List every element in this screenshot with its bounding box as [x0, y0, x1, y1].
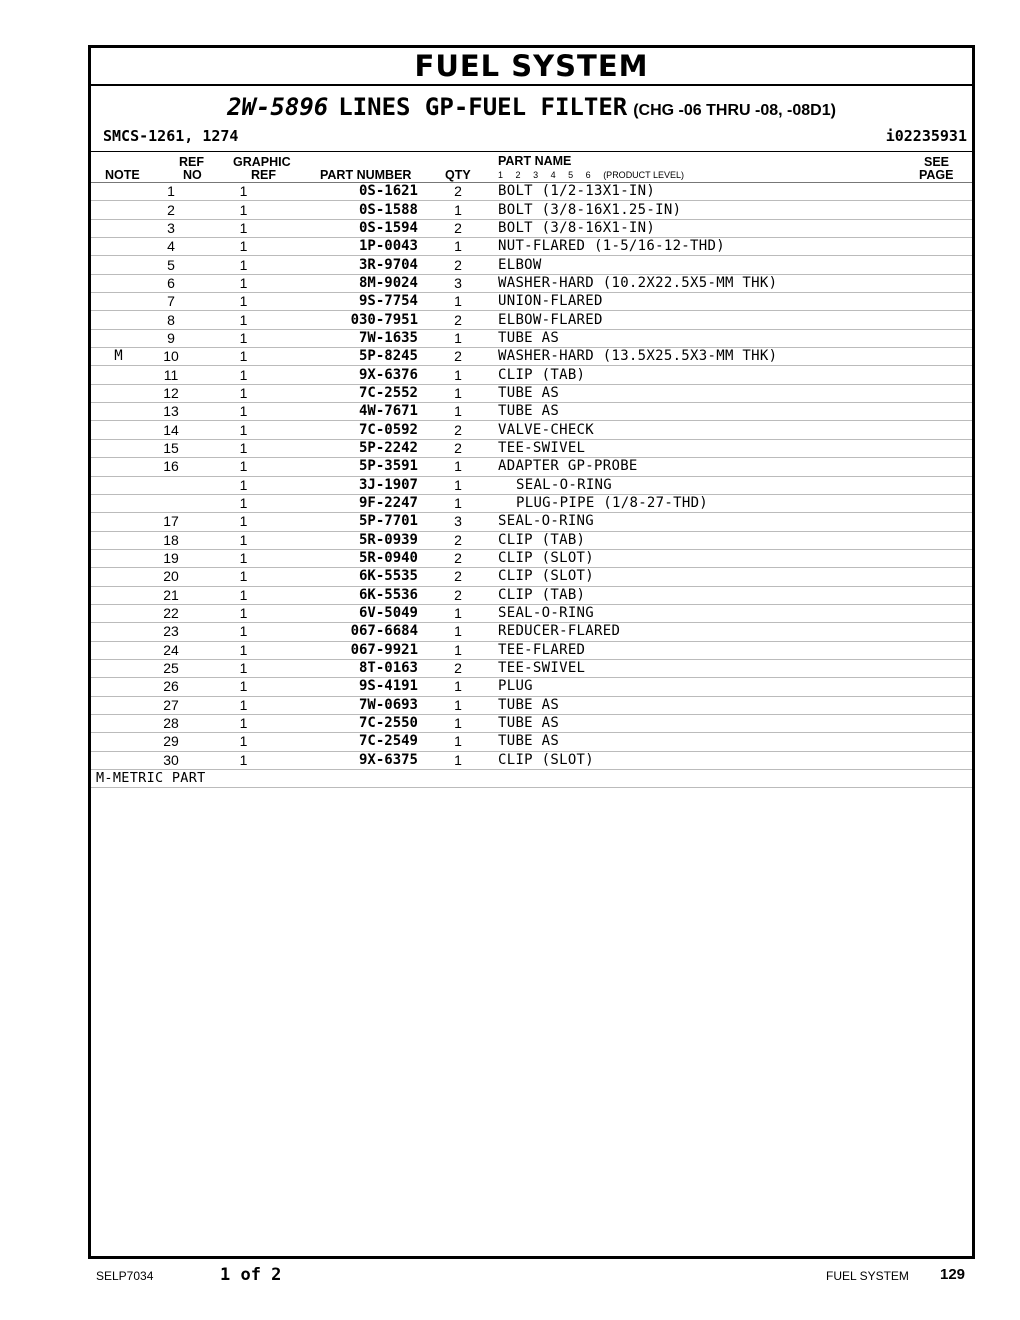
row-qty-cell: 2	[418, 348, 498, 366]
table-row	[91, 329, 972, 347]
header-part-number: PART NUMBER	[320, 168, 412, 182]
row-qty-cell: 1	[418, 329, 498, 347]
row-see-page-cell	[902, 238, 972, 256]
row-graphic-ref-cell: 1	[196, 384, 291, 402]
row-see-page-cell	[902, 696, 972, 714]
row-see-page-cell	[902, 513, 972, 531]
row-see-page-cell	[902, 201, 972, 219]
row-graphic-ref-cell: 1	[196, 476, 291, 494]
table-row	[91, 531, 972, 549]
row-part-name-cell: TEE-SWIVEL	[498, 659, 902, 677]
row-ref-no-cell: 3	[146, 219, 196, 237]
row-graphic-ref-cell: 1	[196, 568, 291, 586]
row-note-cell	[91, 274, 146, 292]
row-part-name-cell: TUBE AS	[498, 733, 902, 751]
smcs-codes: SMCS-1261, 1274	[103, 127, 239, 145]
table-row	[91, 201, 972, 219]
row-part-name-cell	[498, 476, 902, 494]
row-part-name-cell: CLIP (TAB)	[498, 366, 902, 384]
row-note-cell	[91, 549, 146, 567]
row-ref-no-cell: 5	[146, 256, 196, 274]
row-graphic-ref-cell: 1	[196, 714, 291, 732]
row-graphic-ref-cell: 1	[196, 183, 291, 201]
row-ref-no-cell: 10	[146, 348, 196, 366]
row-note-cell	[91, 311, 146, 329]
row-ref-no-cell: 28	[146, 714, 196, 732]
row-qty-cell: 3	[418, 274, 498, 292]
row-note-cell	[91, 183, 146, 201]
row-graphic-ref-cell: 1	[196, 366, 291, 384]
table-row	[91, 714, 972, 732]
row-graphic-ref-cell: 1	[196, 604, 291, 622]
row-ref-no-cell: 27	[146, 696, 196, 714]
illustration-id: i02235931	[885, 127, 967, 145]
row-part-name-cell: CLIP (SLOT)	[498, 568, 902, 586]
row-note-cell	[91, 201, 146, 219]
row-graphic-ref-cell: 1	[196, 348, 291, 366]
row-note-cell	[91, 476, 146, 494]
table-row	[91, 403, 972, 421]
row-part-number-cell: 9F-2247	[291, 494, 418, 512]
row-part-name-cell: SEAL-O-RING	[498, 513, 902, 531]
parts-list-frame	[88, 45, 975, 1259]
row-see-page-cell	[902, 494, 972, 512]
row-ref-no-cell: 21	[146, 586, 196, 604]
row-part-name-cell: TEE-FLARED	[498, 641, 902, 659]
row-part-name-cell: ELBOW-FLARED	[498, 311, 902, 329]
row-graphic-ref-cell: 1	[196, 696, 291, 714]
row-part-name-cell: CLIP (SLOT)	[498, 751, 902, 769]
row-part-number-cell: 7W-0693	[291, 696, 418, 714]
row-qty-cell: 2	[418, 586, 498, 604]
row-note-cell	[91, 696, 146, 714]
table-row	[91, 641, 972, 659]
row-part-name-cell: TUBE AS	[498, 714, 902, 732]
row-see-page-cell	[902, 311, 972, 329]
row-qty-cell: 1	[418, 476, 498, 494]
product-level-label: (PRODUCT LEVEL)	[603, 170, 685, 180]
indented-part-name: SEAL-O-RING	[516, 476, 613, 493]
table-row	[91, 238, 972, 256]
row-graphic-ref-cell: 1	[196, 293, 291, 311]
row-see-page-cell	[902, 256, 972, 274]
row-qty-cell: 1	[418, 238, 498, 256]
row-graphic-ref-cell: 1	[196, 329, 291, 347]
row-part-name-cell: UNION-FLARED	[498, 293, 902, 311]
row-graphic-ref-cell: 1	[196, 586, 291, 604]
row-part-number-cell: 9X-6376	[291, 366, 418, 384]
row-qty-cell: 1	[418, 751, 498, 769]
row-note-cell	[91, 256, 146, 274]
row-note-cell	[91, 751, 146, 769]
row-part-name-cell: CLIP (SLOT)	[498, 549, 902, 567]
row-note-cell	[91, 421, 146, 439]
table-row	[91, 293, 972, 311]
row-part-number-cell: 0S-1594	[291, 219, 418, 237]
row-graphic-ref-cell: 1	[196, 274, 291, 292]
page-number: 129	[940, 1266, 966, 1283]
table-row	[91, 751, 972, 769]
row-ref-no-cell: 11	[146, 366, 196, 384]
row-graphic-ref-cell: 1	[196, 678, 291, 696]
row-see-page-cell	[902, 751, 972, 769]
group-change-range: (CHG -06 THRU -08, -08D1)	[633, 102, 836, 119]
row-graphic-ref-cell: 1	[196, 311, 291, 329]
table-row	[91, 458, 972, 476]
row-ref-no-cell: 7	[146, 293, 196, 311]
row-part-number-cell: 0S-1621	[291, 183, 418, 201]
row-note-cell	[91, 714, 146, 732]
row-qty-cell: 1	[418, 458, 498, 476]
row-graphic-ref-cell: 1	[196, 659, 291, 677]
smcs-row	[91, 120, 972, 152]
section-title: FUEL SYSTEM	[91, 48, 972, 86]
row-qty-cell: 2	[418, 311, 498, 329]
row-ref-no-cell: 23	[146, 623, 196, 641]
row-graphic-ref-cell: 1	[196, 219, 291, 237]
row-part-name-cell: PLUG	[498, 678, 902, 696]
row-ref-no-cell: 13	[146, 403, 196, 421]
row-part-name-cell: BOLT (3/8-16X1.25-IN)	[498, 201, 902, 219]
row-qty-cell: 1	[418, 201, 498, 219]
row-note-cell	[91, 329, 146, 347]
table-row	[91, 219, 972, 237]
row-see-page-cell	[902, 568, 972, 586]
row-ref-no-cell: 14	[146, 421, 196, 439]
row-note-cell	[91, 641, 146, 659]
group-number: 2W-5896	[227, 93, 329, 121]
row-ref-no-cell: 4	[146, 238, 196, 256]
product-level-6: 6	[585, 170, 591, 180]
table-row	[91, 623, 972, 641]
row-part-number-cell: 9X-6375	[291, 751, 418, 769]
row-ref-no-cell: 15	[146, 439, 196, 457]
table-row	[91, 421, 972, 439]
row-note-cell	[91, 458, 146, 476]
row-graphic-ref-cell: 1	[196, 641, 291, 659]
row-part-number-cell: 5P-3591	[291, 458, 418, 476]
row-qty-cell: 2	[418, 183, 498, 201]
parts-table-body	[91, 183, 972, 770]
table-row	[91, 256, 972, 274]
product-level-1: 1	[498, 170, 504, 180]
table-row	[91, 659, 972, 677]
row-part-name-cell: NUT-FLARED (1-5/16-12-THD)	[498, 238, 902, 256]
row-see-page-cell	[902, 476, 972, 494]
group-name: LINES GP-FUEL FILTER	[338, 93, 628, 121]
row-note-cell	[91, 733, 146, 751]
table-row	[91, 311, 972, 329]
row-part-number-cell: 3J-1907	[291, 476, 418, 494]
row-ref-no-cell: 30	[146, 751, 196, 769]
header-see-bottom: PAGE	[919, 168, 954, 182]
product-level-2: 2	[515, 170, 521, 180]
row-note-cell: M	[91, 348, 146, 366]
row-qty-cell: 1	[418, 733, 498, 751]
row-graphic-ref-cell: 1	[196, 494, 291, 512]
row-ref-no-cell: 26	[146, 678, 196, 696]
row-part-name-cell: TUBE AS	[498, 403, 902, 421]
product-level-5: 5	[568, 170, 574, 180]
row-part-number-cell: 5R-0940	[291, 549, 418, 567]
header-note: NOTE	[105, 168, 140, 182]
row-part-name-cell: CLIP (TAB)	[498, 531, 902, 549]
row-part-name-cell: TUBE AS	[498, 329, 902, 347]
column-headers	[91, 152, 972, 183]
row-ref-no-cell: 20	[146, 568, 196, 586]
row-ref-no-cell: 2	[146, 201, 196, 219]
table-row	[91, 733, 972, 751]
header-see-top: SEE	[924, 155, 950, 169]
row-graphic-ref-cell: 1	[196, 458, 291, 476]
row-qty-cell: 1	[418, 403, 498, 421]
product-level-4: 4	[550, 170, 556, 180]
row-note-cell	[91, 293, 146, 311]
publication-code: SELP7034	[96, 1269, 154, 1283]
table-row	[91, 586, 972, 604]
row-part-name-cell: VALVE-CHECK	[498, 421, 902, 439]
row-qty-cell: 1	[418, 678, 498, 696]
table-row	[91, 568, 972, 586]
row-see-page-cell	[902, 659, 972, 677]
row-part-number-cell: 4W-7671	[291, 403, 418, 421]
row-qty-cell: 2	[418, 219, 498, 237]
row-ref-no-cell: 16	[146, 458, 196, 476]
row-ref-no-cell: 25	[146, 659, 196, 677]
row-part-name-cell: ELBOW	[498, 256, 902, 274]
table-row	[91, 476, 972, 494]
page-footer	[0, 1265, 1020, 1289]
row-see-page-cell	[902, 329, 972, 347]
row-part-number-cell: 5R-0939	[291, 531, 418, 549]
row-note-cell	[91, 384, 146, 402]
row-ref-no-cell	[146, 476, 196, 494]
row-part-number-cell: 8M-9024	[291, 274, 418, 292]
row-qty-cell: 1	[418, 293, 498, 311]
row-part-number-cell: 3R-9704	[291, 256, 418, 274]
table-row	[91, 384, 972, 402]
row-part-name-cell: BOLT (3/8-16X1-IN)	[498, 219, 902, 237]
row-graphic-ref-cell: 1	[196, 733, 291, 751]
row-qty-cell: 1	[418, 384, 498, 402]
row-see-page-cell	[902, 733, 972, 751]
row-note-cell	[91, 403, 146, 421]
row-see-page-cell	[902, 274, 972, 292]
header-qty: QTY	[445, 168, 471, 182]
row-ref-no-cell: 24	[146, 641, 196, 659]
row-see-page-cell	[902, 549, 972, 567]
row-see-page-cell	[902, 403, 972, 421]
row-ref-no-cell: 9	[146, 329, 196, 347]
row-part-number-cell: 6K-5535	[291, 568, 418, 586]
row-part-number-cell: 7C-2550	[291, 714, 418, 732]
row-part-name-cell: TUBE AS	[498, 384, 902, 402]
row-see-page-cell	[902, 586, 972, 604]
indented-part-name: PLUG-PIPE (1/8-27-THD)	[516, 495, 709, 512]
metric-note: M-METRIC PART	[91, 770, 972, 788]
row-part-name-cell: TEE-SWIVEL	[498, 439, 902, 457]
table-row	[91, 604, 972, 622]
row-see-page-cell	[902, 678, 972, 696]
row-qty-cell: 1	[418, 623, 498, 641]
footer-section-name: FUEL SYSTEM	[826, 1269, 909, 1283]
row-part-number-cell: 5P-7701	[291, 513, 418, 531]
row-part-name-cell: ADAPTER GP-PROBE	[498, 458, 902, 476]
row-part-number-cell: 7W-1635	[291, 329, 418, 347]
row-graphic-ref-cell: 1	[196, 403, 291, 421]
row-see-page-cell	[902, 458, 972, 476]
row-ref-no-cell: 19	[146, 549, 196, 567]
row-see-page-cell	[902, 183, 972, 201]
page-of-count: 1 of 2	[220, 1265, 282, 1285]
row-see-page-cell	[902, 439, 972, 457]
product-level-row	[498, 169, 694, 182]
row-note-cell	[91, 586, 146, 604]
row-part-number-cell: 067-9921	[291, 641, 418, 659]
row-note-cell	[91, 623, 146, 641]
row-qty-cell: 3	[418, 513, 498, 531]
row-part-number-cell: 1P-0043	[291, 238, 418, 256]
table-row	[91, 274, 972, 292]
row-qty-cell: 2	[418, 549, 498, 567]
row-qty-cell: 1	[418, 696, 498, 714]
table-row	[91, 678, 972, 696]
row-ref-no-cell	[146, 494, 196, 512]
table-row	[91, 439, 972, 457]
row-graphic-ref-cell: 1	[196, 238, 291, 256]
table-row	[91, 513, 972, 531]
table-row	[91, 366, 972, 384]
table-row	[91, 696, 972, 714]
row-qty-cell: 1	[418, 494, 498, 512]
row-qty-cell: 2	[418, 568, 498, 586]
row-graphic-ref-cell: 1	[196, 751, 291, 769]
row-part-name-cell	[498, 494, 902, 512]
table-row	[91, 549, 972, 567]
header-graphic-top: GRAPHIC	[233, 155, 291, 169]
header-ref-top: REF	[179, 155, 204, 169]
row-part-number-cell: 8T-0163	[291, 659, 418, 677]
row-see-page-cell	[902, 623, 972, 641]
row-part-number-cell: 9S-4191	[291, 678, 418, 696]
row-qty-cell: 2	[418, 439, 498, 457]
row-see-page-cell	[902, 604, 972, 622]
row-part-number-cell: 7C-0592	[291, 421, 418, 439]
row-see-page-cell	[902, 641, 972, 659]
row-graphic-ref-cell: 1	[196, 531, 291, 549]
row-graphic-ref-cell: 1	[196, 201, 291, 219]
row-part-number-cell: 7C-2549	[291, 733, 418, 751]
row-part-name-cell: REDUCER-FLARED	[498, 623, 902, 641]
group-title	[91, 86, 972, 120]
row-graphic-ref-cell: 1	[196, 549, 291, 567]
row-part-name-cell: CLIP (TAB)	[498, 586, 902, 604]
row-part-number-cell: 6K-5536	[291, 586, 418, 604]
row-ref-no-cell: 22	[146, 604, 196, 622]
row-ref-no-cell: 29	[146, 733, 196, 751]
row-qty-cell: 1	[418, 366, 498, 384]
row-see-page-cell	[902, 384, 972, 402]
row-qty-cell: 1	[418, 641, 498, 659]
row-note-cell	[91, 439, 146, 457]
row-see-page-cell	[902, 219, 972, 237]
row-see-page-cell	[902, 348, 972, 366]
row-graphic-ref-cell: 1	[196, 513, 291, 531]
table-row	[91, 494, 972, 512]
row-part-number-cell: 5P-2242	[291, 439, 418, 457]
row-part-name-cell: BOLT (1/2-13X1-IN)	[498, 183, 902, 201]
row-ref-no-cell: 12	[146, 384, 196, 402]
product-level-3: 3	[533, 170, 539, 180]
row-see-page-cell	[902, 714, 972, 732]
row-part-number-cell: 067-6684	[291, 623, 418, 641]
row-see-page-cell	[902, 531, 972, 549]
row-part-name-cell: WASHER-HARD (10.2X22.5X5-MM THK)	[498, 274, 902, 292]
row-part-number-cell: 7C-2552	[291, 384, 418, 402]
row-qty-cell: 1	[418, 714, 498, 732]
row-note-cell	[91, 531, 146, 549]
row-note-cell	[91, 604, 146, 622]
row-qty-cell: 2	[418, 256, 498, 274]
row-qty-cell: 1	[418, 604, 498, 622]
header-part-name: PART NAME	[498, 154, 572, 168]
row-part-number-cell: 5P-8245	[291, 348, 418, 366]
row-part-number-cell: 030-7951	[291, 311, 418, 329]
row-qty-cell: 2	[418, 659, 498, 677]
row-graphic-ref-cell: 1	[196, 421, 291, 439]
row-note-cell	[91, 219, 146, 237]
row-part-number-cell: 0S-1588	[291, 201, 418, 219]
row-part-number-cell: 6V-5049	[291, 604, 418, 622]
parts-table	[91, 183, 972, 770]
row-part-name-cell: SEAL-O-RING	[498, 604, 902, 622]
row-see-page-cell	[902, 421, 972, 439]
row-ref-no-cell: 1	[146, 183, 196, 201]
row-note-cell	[91, 513, 146, 531]
row-note-cell	[91, 238, 146, 256]
row-graphic-ref-cell: 1	[196, 439, 291, 457]
row-graphic-ref-cell: 1	[196, 623, 291, 641]
row-note-cell	[91, 568, 146, 586]
row-note-cell	[91, 659, 146, 677]
row-qty-cell: 2	[418, 421, 498, 439]
row-qty-cell: 2	[418, 531, 498, 549]
row-ref-no-cell: 8	[146, 311, 196, 329]
row-graphic-ref-cell: 1	[196, 256, 291, 274]
row-ref-no-cell: 17	[146, 513, 196, 531]
row-note-cell	[91, 366, 146, 384]
row-see-page-cell	[902, 293, 972, 311]
row-ref-no-cell: 18	[146, 531, 196, 549]
header-ref-bottom: NO	[183, 168, 202, 182]
row-part-number-cell: 9S-7754	[291, 293, 418, 311]
table-row	[91, 183, 972, 201]
row-part-name-cell: TUBE AS	[498, 696, 902, 714]
row-see-page-cell	[902, 366, 972, 384]
row-note-cell	[91, 494, 146, 512]
header-graphic-bottom: REF	[251, 168, 276, 182]
row-note-cell	[91, 678, 146, 696]
table-row	[91, 348, 972, 366]
row-ref-no-cell: 6	[146, 274, 196, 292]
row-part-name-cell: WASHER-HARD (13.5X25.5X3-MM THK)	[498, 348, 902, 366]
